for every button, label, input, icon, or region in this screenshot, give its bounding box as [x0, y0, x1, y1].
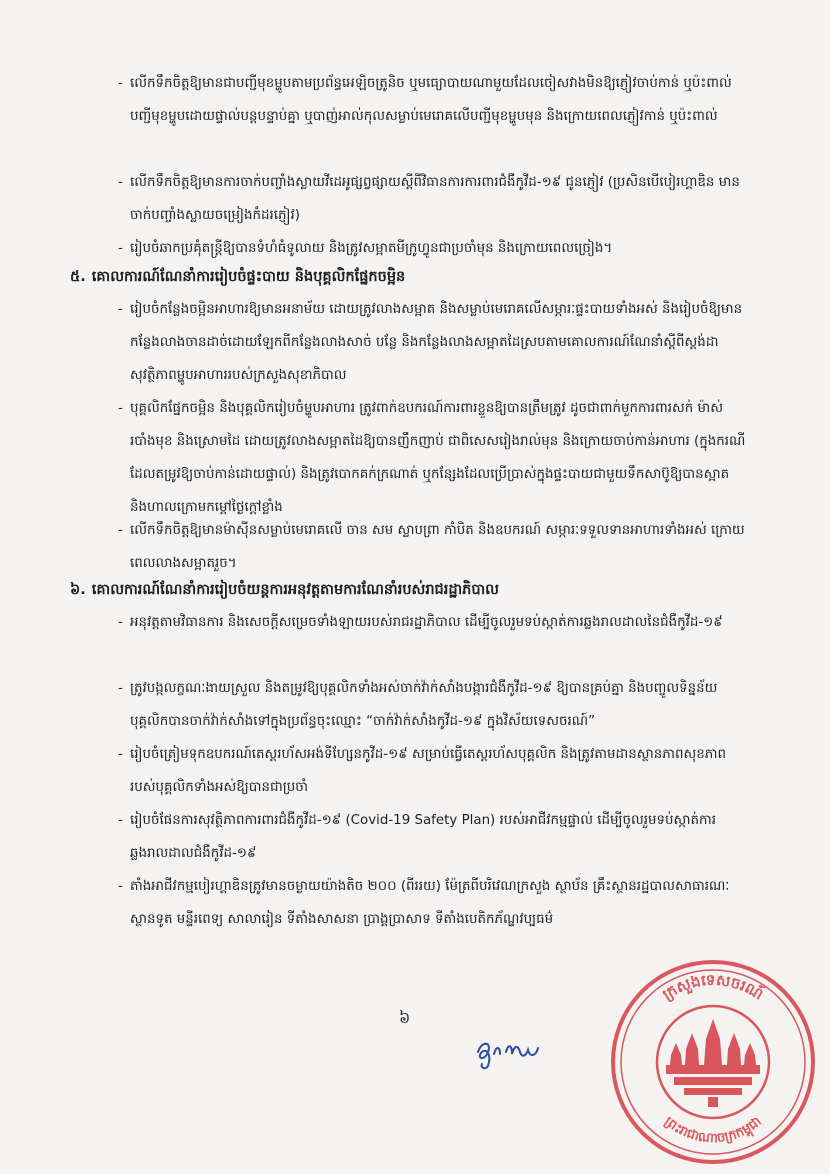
list-item: - លើកទឹកចិត្តឱ្យមានការចាក់បញ្ចាំងស្លាយវីដេអូផ្សព្វផ្សាយស្ដីពីវិធានការការពារជំងឺកូវីដ-១៩ ជូនភ្ញៀវ (ប្រសិនបើបៀរហ្គាឌិន មានចាក់បញ្ចាំងស្លាយចម្រៀងកំដរភ្ញៀវ) [118, 166, 748, 232]
list-item: - លើកទឹកចិត្តឱ្យមានម៉ាស៊ីនសម្លាប់មេរោគលើ ចាន សម ស្លាបព្រា កាំបិត និងឧបករណ៍ សម្ភារៈទទួលទានអាហារទាំងអស់ ក្រោយពេលលាងសម្អាតរួច។ [118, 514, 748, 580]
seal-bottom-text: ព្រះរាជាណាចក្រកម្ពុជា [661, 1114, 765, 1147]
list-item: - បុគ្គលិកផ្នែកចម្អិន និងបុគ្គលិករៀបចំម្ហូបអាហារ ត្រូវពាក់ឧបករណ៍ការពារខ្លួនឱ្យបានត្រឹមត្រូវ ដូចជាពាក់មួកការពារសក់ ម៉ាស់ របាំងមុខ និងស្រោមដៃ ដោយត្រូវលាងសម្អាតដៃឱ្យបានញឹកញាប់ ជាពិសេសរៀងរាល់មុន និងក្រោយចាប់កាន់អាហារ (ក្នុងករណីដែលតម្រូវឱ្យចាប់កាន់ដោយផ្ទាល់) និងត្រូវបោកគក់ក្រណាត់ ឬកន្សែងដែលប្រើប្រាស់ក្នុងផ្ទះបាយជាមួយទឹកសាប៊ូឱ្យបានស្អាត និងហាលក្រោមកម្ដៅថ្ងៃក្តៅខ្លាំង [118, 392, 748, 524]
section-number: ៦. [70, 582, 86, 598]
list-item: - រៀបចំត្រៀមទុកឧបករណ៍តេស្តរហ័សអង់ទីហ្សែនកូវីដ-១៩ សម្រាប់ធ្វើតេស្តរហ័សបុគ្គលិក និងត្រូវតាមដានស្ថានភាពសុខភាពរបស់បុគ្គលិកទាំងអស់ឱ្យបានជាប្រចាំ [118, 738, 748, 804]
list-item-text: លើកទឹកចិត្តឱ្យមានការចាក់បញ្ចាំងស្លាយវីដេអូផ្សព្វផ្សាយស្ដីពីវិធានការការពារជំងឺកូវីដ-១៩ ជូនភ្ញៀវ (ប្រសិនបើបៀរហ្គាឌិន មានចាក់បញ្ចាំងស្លាយចម្រៀងកំដរភ្ញៀវ) [130, 175, 740, 223]
section-title: គោលការណ៍ណែនាំការរៀបចំយន្តការអនុវត្តតាមការណែនាំរបស់រាជរដ្ឋាភិបាល [91, 582, 499, 598]
page-number: ៦ [399, 1008, 411, 1027]
handwritten-initials [472, 1032, 552, 1072]
official-seal [604, 953, 822, 1171]
list-item: - រៀបចំឆាកប្រគុំតន្ត្រីឱ្យបានទំហំធំទូលាយ និងត្រូវសម្អាតមីក្រូហ្វូនជាប្រចាំមុន និងក្រោយពេលច្រៀង។ [118, 232, 748, 265]
list-item-text: អនុវត្តតាមវិធានការ និងសេចក្ដីសម្រេចទាំងឡាយរបស់រាជរដ្ឋាភិបាល ដើម្បីចូលរួមទប់ស្កាត់ការឆ្លងរាលដាលនៃជំងឺកូវីដ-១៩ [130, 615, 723, 630]
list-item: - រៀបចំផែនការសុវត្ថិភាពការពារជំងឺកូវីដ-១៩ (Covid-19 Safety Plan) របស់អាជីវកម្មផ្ទាល់ ដើម្បីចូលរួមទប់ស្កាត់ការឆ្លងរាលដាលជំងឺកូវីដ-១៩ [118, 804, 748, 870]
list-item: - ត្រូវបង្កលក្ខណៈងាយស្រួល និងតម្រូវឱ្យបុគ្គលិកទាំងអស់ចាក់វ៉ាក់សាំងបង្ការជំងឺកូវីដ-១៩ ឱ្យបានគ្រប់គ្នា និងបញ្ចូលទិន្នន័យបុគ្គលិកបានចាក់វ៉ាក់សាំងទៅក្នុងប្រព័ន្ធចុះឈ្មោះ “ចាក់វ៉ាក់សាំងកូវីដ-១៩ ក្នុងវិស័យទេសចរណ៍” [118, 672, 748, 738]
temple-emblem-icon [666, 1019, 760, 1107]
list-item-text: បុគ្គលិកផ្នែកចម្អិន និងបុគ្គលិករៀបចំម្ហូបអាហារ ត្រូវពាក់ឧបករណ៍ការពារខ្លួនឱ្យបានត្រឹមត្រូវ ដូចជាពាក់មួកការពារសក់ ម៉ាស់ របាំងមុខ និងស្រោមដៃ ដោយត្រូវលាងសម្អាតដៃឱ្យបានញឹកញាប់ ជាពិសេសរៀងរាល់មុន និងក្រោយចាប់កាន់អាហារ (ក្នុងករណីដែលតម្រូវឱ្យចាប់កាន់ដោយផ្ទាល់) និងត្រូវបោកគក់ក្រណាត់ ឬកន្សែងដែលប្រើប្រាស់ក្នុងផ្ទះបាយជាមួយទឹកសាប៊ូឱ្យបានស្អាត និងហាលក្រោមកម្ដៅថ្ងៃក្តៅខ្លាំង [130, 401, 746, 515]
section-number: ៥. [70, 269, 86, 285]
svg-text:ក្រសួងទេសចរណ៍ [659, 971, 767, 1004]
list-item: - លើកទឹកចិត្តឱ្យមានជាបញ្ជីមុខម្ហូបតាមប្រព័ន្ធអេឡិចត្រូនិច ឬមធ្យោបាយណាមួយដែលចៀសវាងមិនឱ្យភ្ញៀវចាប់កាន់ ឬប៉ះពាល់បញ្ជីមុខម្ហូបដោយផ្ទាល់បន្តបន្ទាប់គ្នា ឬបាញ់អាល់កុលសម្លាប់មេរោគលើបញ្ជីមុខម្ហូបមុន និងក្រោយពេលភ្ញៀវកាន់ ឬប៉ះពាល់ [118, 67, 748, 133]
list-item: - អនុវត្តតាមវិធានការ និងសេចក្ដីសម្រេចទាំងឡាយរបស់រាជរដ្ឋាភិបាល ដើម្បីចូលរួមទប់ស្កាត់ការឆ្លងរាលដាលនៃជំងឺកូវីដ-១៩ [118, 606, 748, 639]
list-item-text: រៀបចំផែនការសុវត្ថិភាពការពារជំងឺកូវីដ-១៩ (Covid-19 Safety Plan) របស់អាជីវកម្មផ្ទាល់ ដើម្បីចូលរួមទប់ស្កាត់ការឆ្លងរាលដាលជំងឺកូវីដ-១៩ [130, 813, 717, 861]
list-item-text: តាំងអាជីវកម្មបៀរហ្គាឌិនត្រូវមានចម្ងាយយ៉ាងតិច ២០០ (ពីររយ) ម៉ែត្រពីបរិវេណក្រសួង ស្ថាប័ន គ្រឹះស្ថានរដ្ឋបាលសាធារណៈ ស្ថានទូត មន្ទីរពេទ្យ សាលារៀន ទីតាំងសាសនា ប្រាង្គប្រាសាទ ទីតាំងបេតិកភ័ណ្ឌវប្បធម៌ [130, 879, 730, 927]
section-heading [70, 262, 770, 292]
section-title: គោលការណ៍ណែនាំការរៀបចំផ្ទះបាយ និងបុគ្គលិកផ្នែកចម្អិន [91, 269, 406, 285]
list-item: - តាំងអាជីវកម្មបៀរហ្គាឌិនត្រូវមានចម្ងាយយ៉ាងតិច ២០០ (ពីររយ) ម៉ែត្រពីបរិវេណក្រសួង ស្ថាប័ន គ្រឹះស្ថានរដ្ឋបាលសាធារណៈ ស្ថានទូត មន្ទីរពេទ្យ សាលារៀន ទីតាំងសាសនា ប្រាង្គប្រាសាទ ទីតាំងបេតិកភ័ណ្ឌវប្បធម៌ [118, 870, 748, 936]
list-item-text: លើកទឹកចិត្តឱ្យមានម៉ាស៊ីនសម្លាប់មេរោគលើ ចាន សម ស្លាបព្រា កាំបិត និងឧបករណ៍ សម្ភារៈទទួលទានអាហារទាំងអស់ ក្រោយពេលលាងសម្អាតរួច។ [130, 523, 745, 571]
list-item-text: រៀបចំឆាកប្រគុំតន្ត្រីឱ្យបានទំហំធំទូលាយ និងត្រូវសម្អាតមីក្រូហ្វូនជាប្រចាំមុន និងក្រោយពេលច្រៀង។ [130, 241, 613, 256]
list-item-text: រៀបចំកន្លែងចម្អិនអាហារឱ្យមានអនាម័យ ដោយត្រូវលាងសម្អាត និងសម្លាប់មេរោគលើសម្ភារៈផ្ទះបាយទាំងអស់ និងរៀបចំឱ្យមានកន្លែងលាងចានដាច់ដោយឡែកពីកន្លែងលាងសាច់ បន្លែ និងកន្លែងលាងសម្អាតដៃស្របតាមគោលការណ៍ណែនាំស្ដីពីស្តង់ដាសុវត្ថិភាពម្ហូបអាហាររបស់ក្រសួងសុខាភិបាល [130, 302, 743, 383]
list-item-text: រៀបចំត្រៀមទុកឧបករណ៍តេស្តរហ័សអង់ទីហ្សែនកូវីដ-១៩ សម្រាប់ធ្វើតេស្តរហ័សបុគ្គលិក និងត្រូវតាមដានស្ថានភាពសុខភាពរបស់បុគ្គលិកទាំងអស់ឱ្យបានជាប្រចាំ [130, 747, 726, 795]
list-item-text: ត្រូវបង្កលក្ខណៈងាយស្រួល និងតម្រូវឱ្យបុគ្គលិកទាំងអស់ចាក់វ៉ាក់សាំងបង្ការជំងឺកូវីដ-១៩ ឱ្យបានគ្រប់គ្នា និងបញ្ចូលទិន្នន័យបុគ្គលិកបានចាក់វ៉ាក់សាំងទៅក្នុងប្រព័ន្ធចុះឈ្មោះ “ចាក់វ៉ាក់សាំងកូវីដ-១៩ ក្នុងវិស័យទេសចរណ៍” [130, 681, 718, 729]
list-item-text: លើកទឹកចិត្តឱ្យមានជាបញ្ជីមុខម្ហូបតាមប្រព័ន្ធអេឡិចត្រូនិច ឬមធ្យោបាយណាមួយដែលចៀសវាងមិនឱ្យភ្ញៀវចាប់កាន់ ឬប៉ះពាល់បញ្ជីមុខម្ហូបដោយផ្ទាល់បន្តបន្ទាប់គ្នា ឬបាញ់អាល់កុលសម្លាប់មេរោគលើបញ្ជីមុខម្ហូបមុន និងក្រោយពេលភ្ញៀវកាន់ ឬប៉ះពាល់ [130, 76, 732, 124]
list-item: - រៀបចំកន្លែងចម្អិនអាហារឱ្យមានអនាម័យ ដោយត្រូវលាងសម្អាត និងសម្លាប់មេរោគលើសម្ភារៈផ្ទះបាយទាំងអស់ និងរៀបចំឱ្យមានកន្លែងលាងចានដាច់ដោយឡែកពីកន្លែងលាងសាច់ បន្លែ និងកន្លែងលាងសម្អាតដៃស្របតាមគោលការណ៍ណែនាំស្ដីពីស្តង់ដាសុវត្ថិភាពម្ហូបអាហាររបស់ក្រសួងសុខាភិបាល [118, 293, 748, 392]
seal-top-text: ក្រសួងទេសចរណ៍ [659, 970, 767, 1004]
section-heading [70, 575, 770, 605]
